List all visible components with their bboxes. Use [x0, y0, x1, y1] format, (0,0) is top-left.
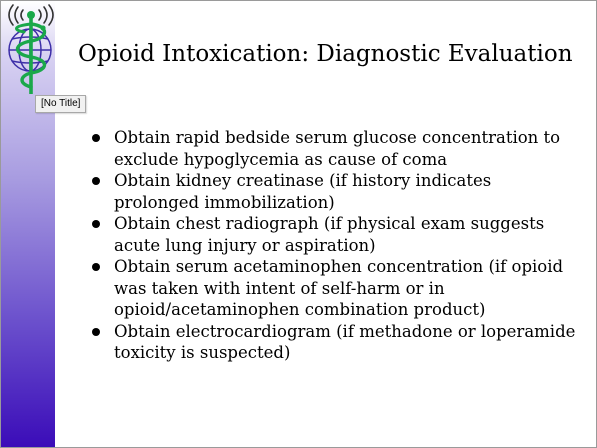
bullet-item	[89, 256, 579, 321]
slide-title: Opioid Intoxication: Diagnostic Evaluation	[78, 41, 573, 67]
bullet-text: Obtain serum acetaminophen concentration (if opioid was taken with intent of self-harm or in opioid/acetaminophen combination product)	[114, 257, 564, 319]
bullet-text: Obtain electrocardiogram (if methadone or loperamide toxicity is suspected)	[114, 321, 576, 362]
bullet-text: Obtain chest radiograph (if physical exam suggests acute lung injury or aspiration)	[114, 214, 545, 255]
caduceus-globe-icon	[4, 4, 56, 96]
bullet-dot-icon	[92, 220, 100, 228]
bullet-dot-icon	[92, 134, 100, 142]
bullet-item	[89, 127, 579, 170]
bullet-dot-icon	[92, 263, 100, 271]
bullet-dot-icon	[92, 328, 100, 336]
no-title-tooltip: [No Title]	[35, 95, 86, 113]
bullet-text: Obtain kidney creatinase (if history indicates prolonged immobilization)	[114, 171, 492, 212]
bullet-item	[89, 213, 579, 256]
bullet-list	[89, 127, 579, 364]
bullet-item	[89, 170, 579, 213]
bullet-dot-icon	[92, 177, 100, 185]
bullet-item	[89, 321, 579, 364]
bullet-text: Obtain rapid bedside serum glucose concentration to exclude hypoglycemia as cause of coma	[114, 128, 561, 169]
